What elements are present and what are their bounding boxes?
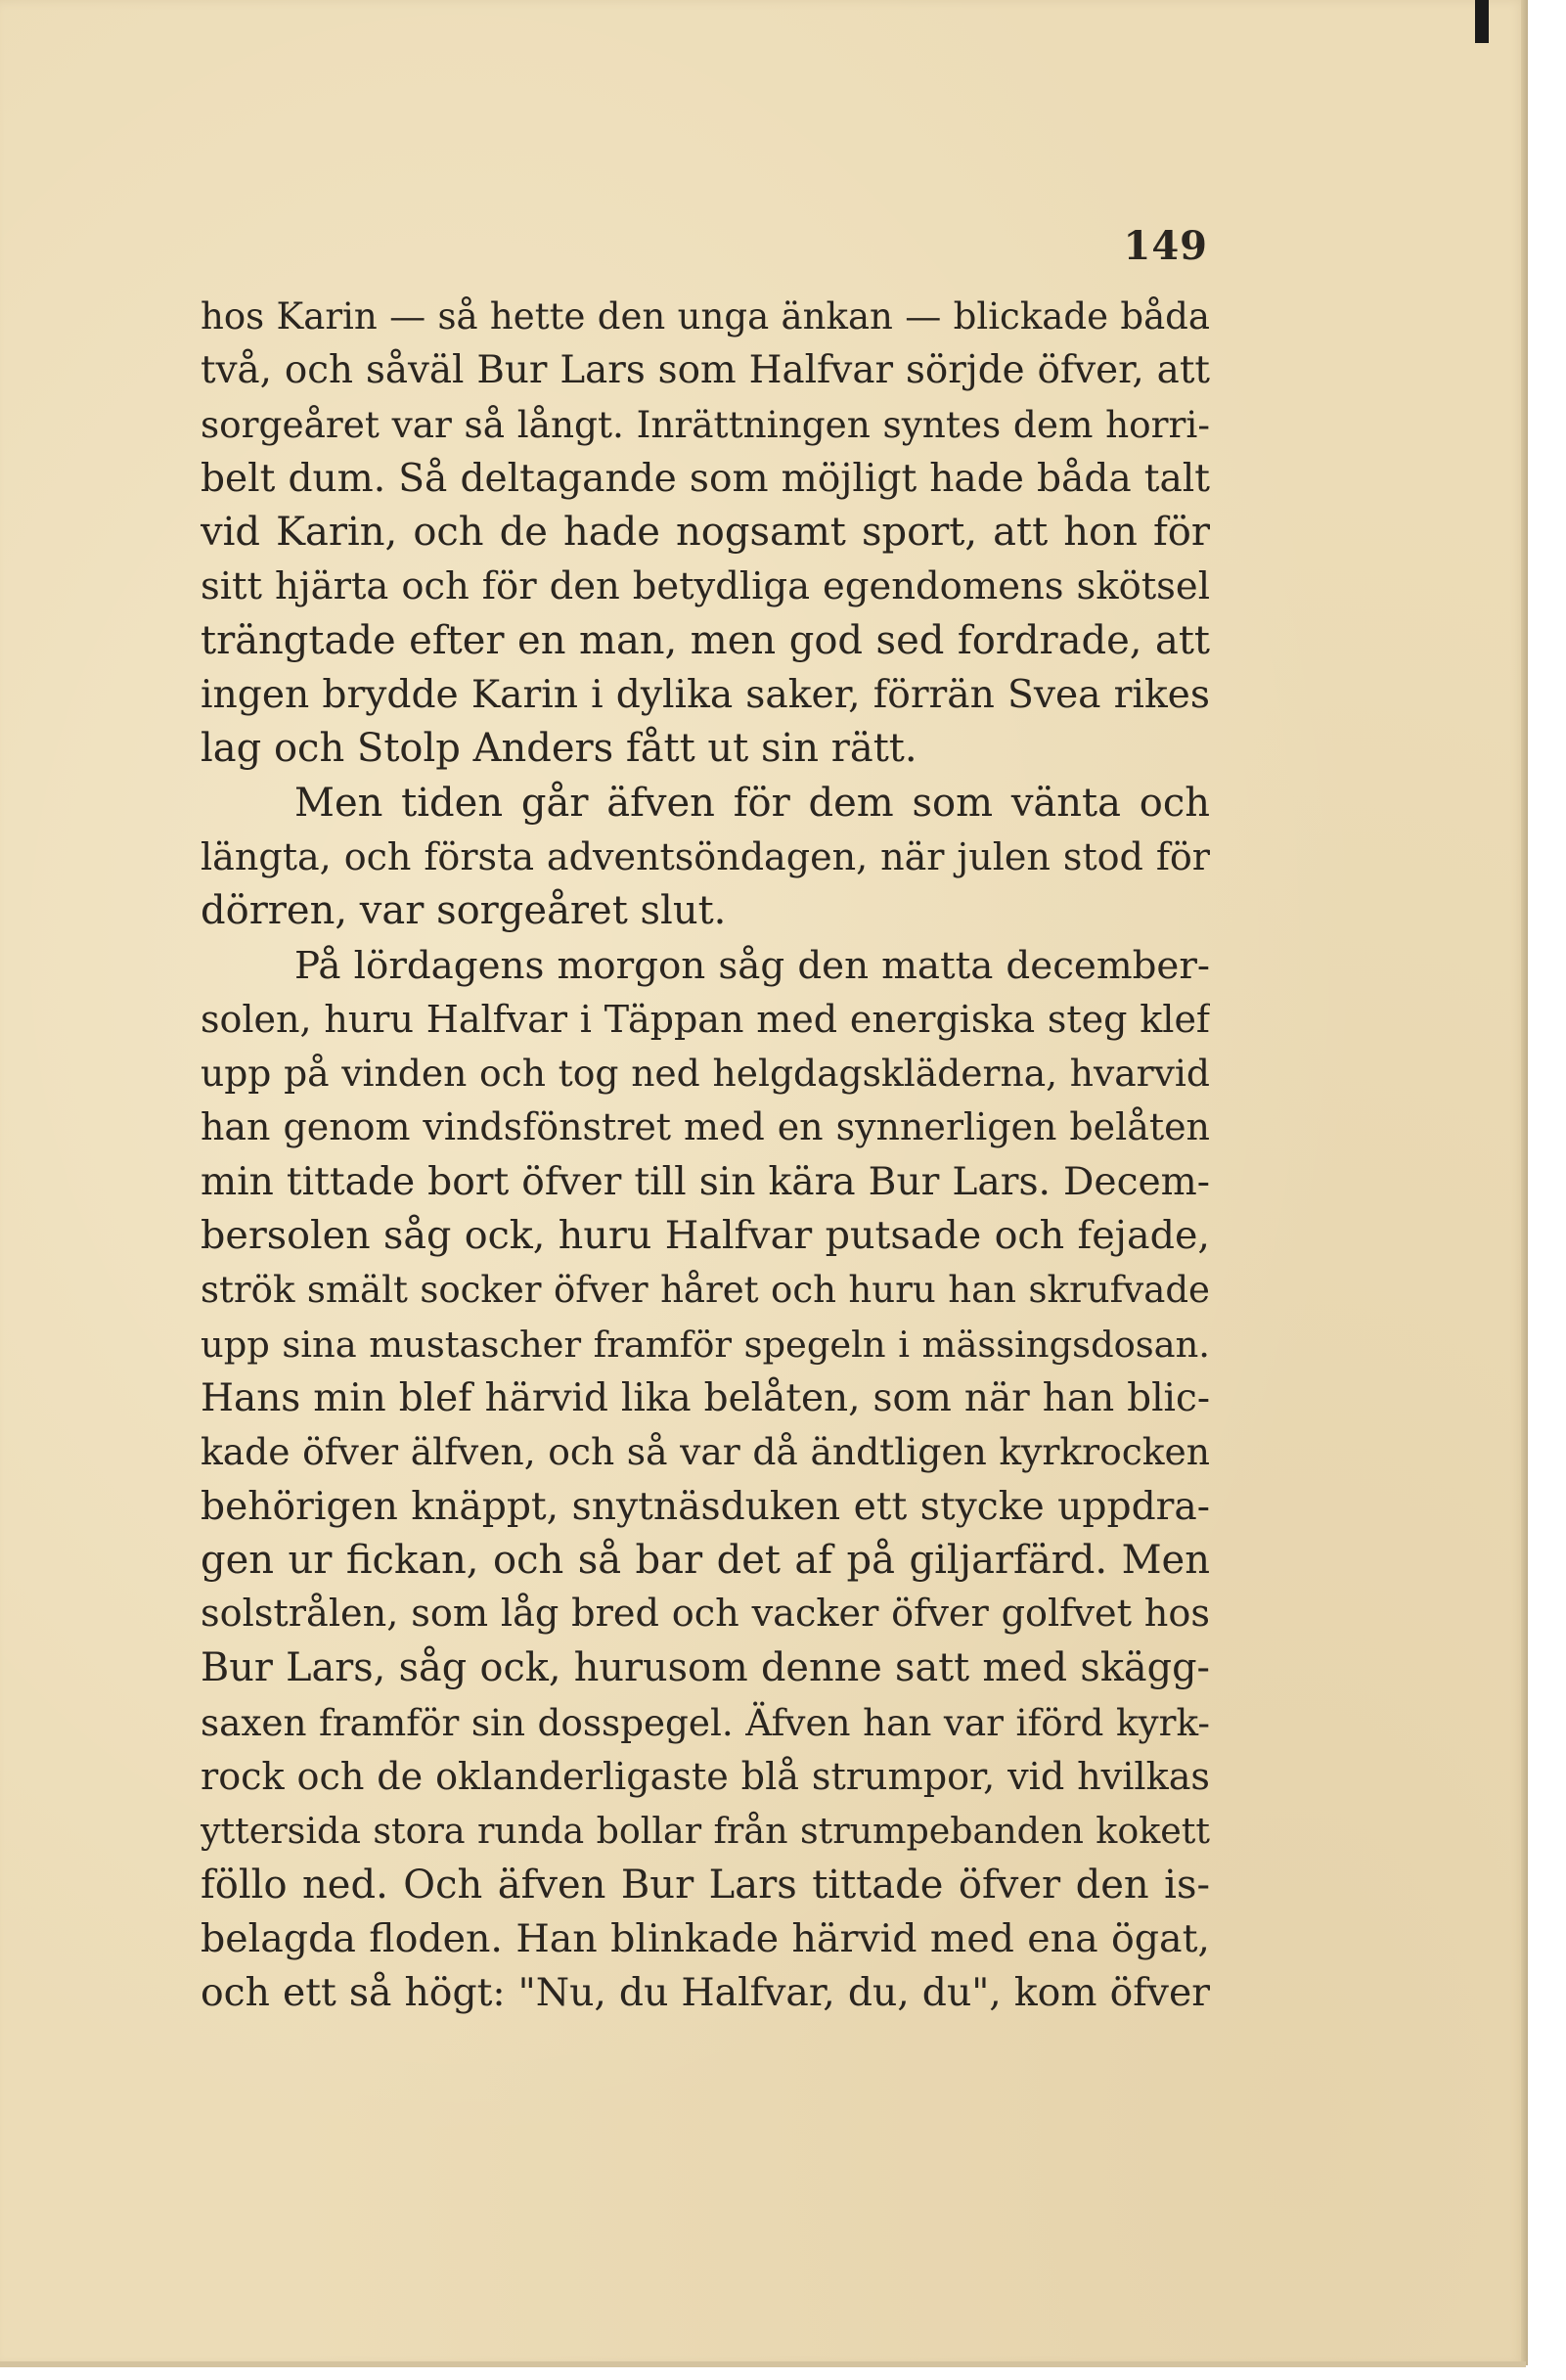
text-line: dörren, var sorgeåret slut.: [201, 888, 727, 934]
text-line: saxen framför sin dosspegel. Äfven han var iförd kyrk-: [201, 1700, 1210, 1744]
text-line: längta, och första adventsöndagen, när julen stod för: [201, 834, 1210, 878]
page-edge-right: [1521, 0, 1528, 2365]
text-line: belagda floden. Han blinkade härvid med ena ögat,: [201, 1915, 1210, 1961]
text-line: belt dum. Så deltagande som möjligt hade båda talt: [201, 456, 1210, 501]
text-line: Bur Lars, såg ock, hurusom denne satt med skägg-: [201, 1645, 1210, 1691]
text-line: Hans min blef härvid lika belåten, som när han blic-: [201, 1375, 1210, 1420]
text-line: han genom vindsfönstret med en synnerligen belåten: [201, 1105, 1210, 1149]
text-line: behörigen knäppt, snytnäsduken ett stycke uppdra-: [201, 1484, 1210, 1529]
text-line: vid Karin, och de hade nogsamt sport, att hon för: [201, 510, 1210, 556]
text-line: två, och såväl Bur Lars som Halfvar sörjde öfver, att: [201, 348, 1210, 393]
text-line: sitt hjärta och för den betydliga egendomens skötsel: [201, 564, 1210, 609]
text-line: upp sina mustascher framför spegeln i mässingsdosan.: [201, 1323, 1210, 1366]
page-number: 149: [1123, 223, 1208, 269]
text-line: yttersida stora runda bollar från strumpebanden kokett: [201, 1810, 1210, 1853]
page-edge-bottom: [0, 2361, 1526, 2367]
text-line: solen, huru Halfvar i Täppan med energiska steg klef: [201, 997, 1210, 1041]
text-line: Men tiden går äfven för dem som vänta och: [294, 780, 1210, 826]
text-line: På lördagens morgon såg den matta december-: [294, 943, 1210, 988]
text-line: trängtade efter en man, men god sed fordrade, att: [201, 617, 1210, 663]
text-line: sorgeåret var så långt. Inrättningen syntes dem horri-: [201, 402, 1210, 446]
text-line: kade öfver älfven, och så var då ändtligen kyrkrocken: [201, 1430, 1210, 1474]
text-line: föllo ned. Och äfven Bur Lars tittade öfver den is-: [201, 1862, 1210, 1908]
text-line: lag och Stolp Anders fått ut sin rätt.: [201, 726, 917, 772]
scan-corner-mark: [1475, 0, 1489, 43]
body-text: [201, 290, 1210, 2021]
text-line: gen ur fickan, och så bar det af på giljarfärd. Men: [201, 1537, 1210, 1583]
text-line: min tittade bort öfver till sin kära Bur Lars. Decem-: [201, 1159, 1210, 1204]
text-line: hos Karin — så hette den unga änkan — blickade båda: [201, 295, 1210, 337]
text-line: bersolen såg ock, huru Halfvar putsade och fejade,: [201, 1213, 1210, 1259]
text-line: solstrålen, som låg bred och vacker öfver golfvet hos: [201, 1593, 1210, 1637]
text-line: rock och de oklanderligaste blå strumpor, vid hvilkas: [201, 1755, 1210, 1799]
text-line: ingen brydde Karin i dylika saker, förrän Svea rikes: [201, 673, 1210, 718]
text-line: strök smält socker öfver håret och huru han skrufvade: [201, 1269, 1210, 1312]
text-line: och ett så högt: "Nu, du Halfvar, du, du", kom öfver: [201, 1971, 1210, 2016]
text-line: upp på vinden och tog ned helgdagskläderna, hvarvid: [201, 1052, 1210, 1096]
